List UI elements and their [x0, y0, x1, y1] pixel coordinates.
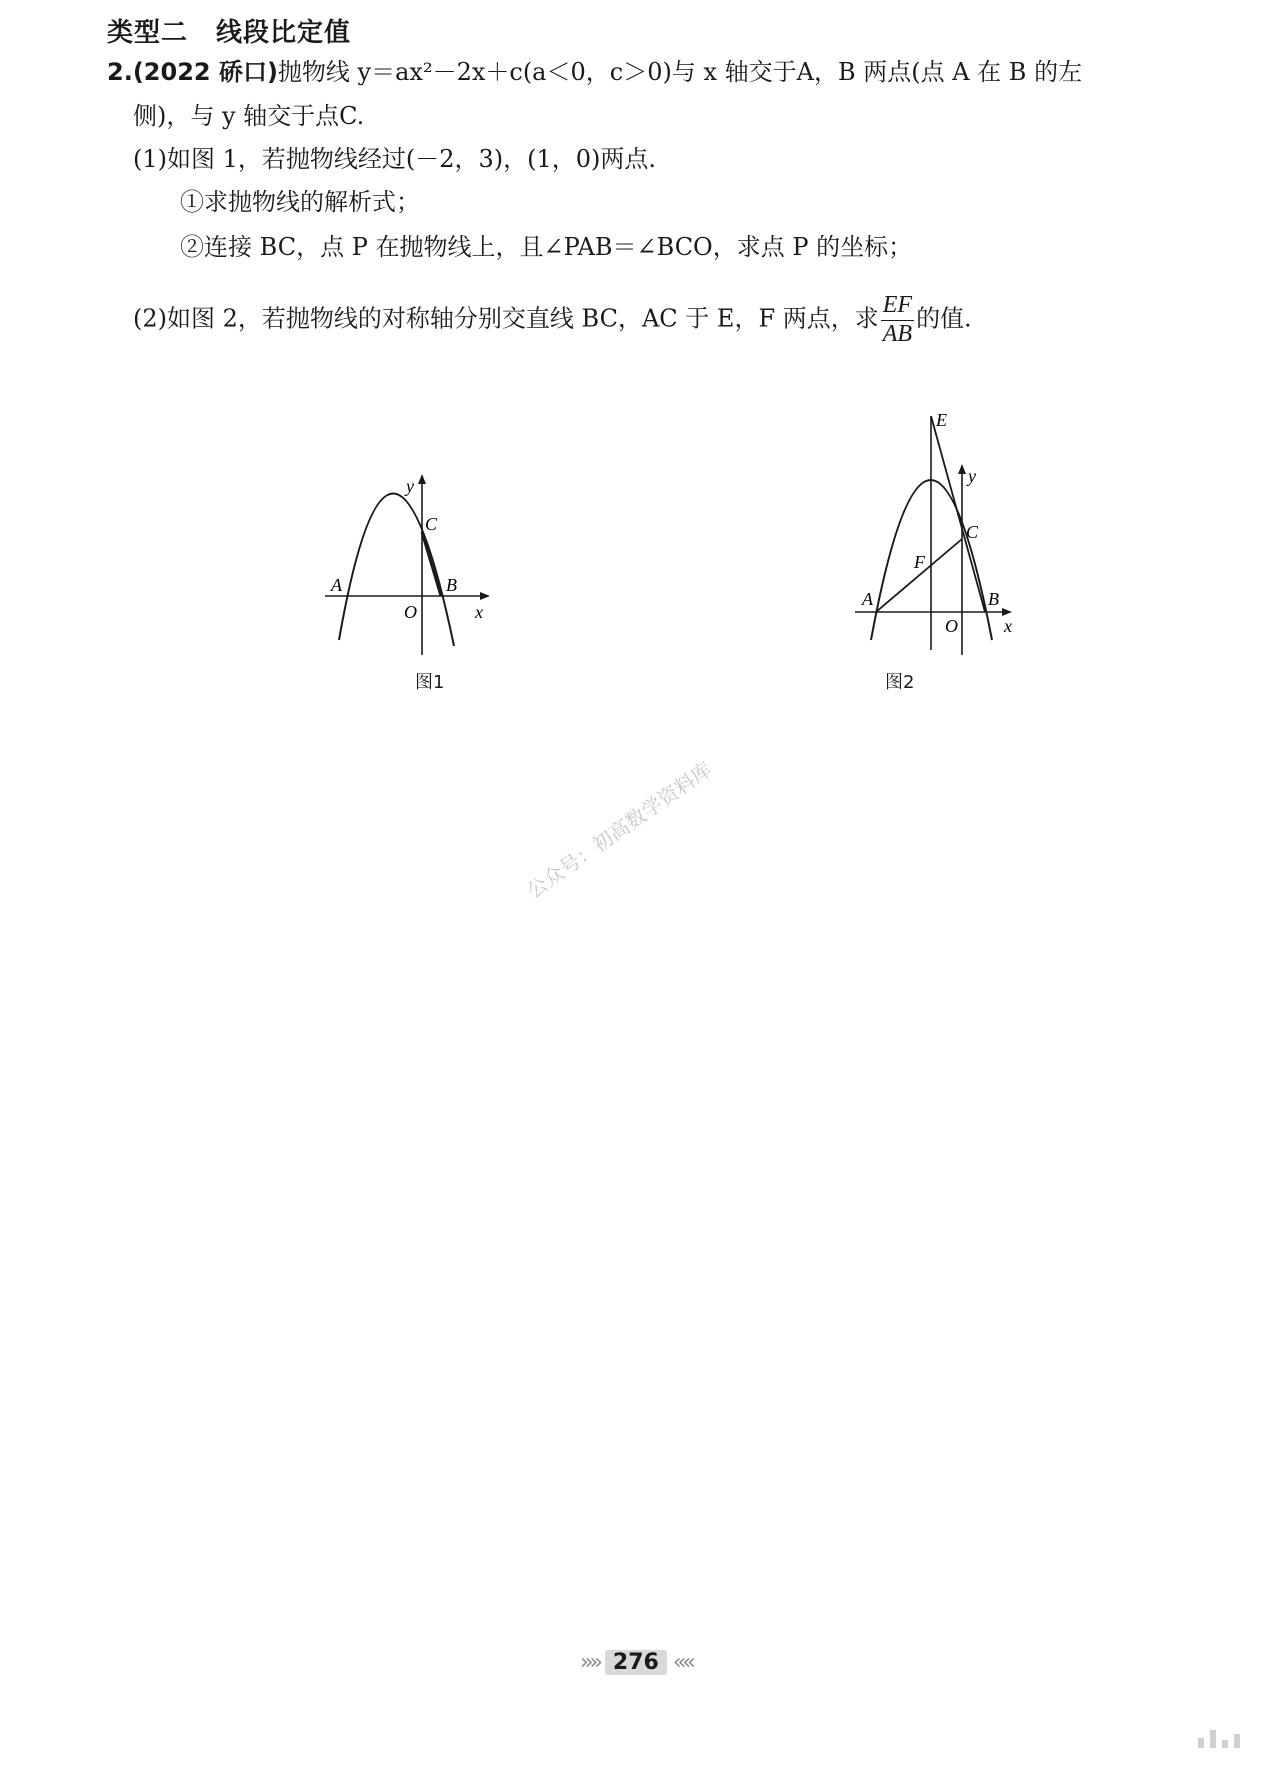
part2-text: [133, 292, 972, 348]
problem-stem-text1: 抛物线 y＝ax²－2x＋c(a＜0，c＞0)与 x 轴交于A，B 两点(点 A 在 B 的左: [277, 58, 1083, 86]
fig2-label-a: A: [862, 589, 873, 609]
page-number: 276: [605, 1650, 667, 1675]
part1-question1: ①求抛物线的解析式；: [180, 188, 420, 216]
problem-source: (2022 硚口): [132, 58, 278, 86]
part2-before: (2)如图 2，若抛物线的对称轴分别交直线 BC，AC 于 E，F 两点，求: [133, 304, 879, 333]
fig1-label-o: O: [404, 602, 417, 622]
fig2-label-y: y: [968, 466, 976, 486]
section-label: 类型二: [107, 18, 189, 48]
fig2-line-bc: [931, 416, 985, 612]
figure-2-caption: 图2: [885, 672, 915, 693]
section-title: [107, 12, 351, 49]
fig2-label-x: x: [1004, 616, 1012, 636]
fig2-label-o: O: [945, 616, 958, 636]
problem-stem-line2: 侧)，与 y 轴交于点C.: [133, 102, 365, 130]
fig1-label-x: x: [475, 602, 483, 622]
figure-2: [850, 405, 1030, 670]
part2-after: 的值.: [916, 304, 972, 333]
watermark: 公众号：初高数学资料库: [522, 757, 717, 903]
fig1-label-c: C: [425, 514, 438, 534]
part1-text: (1)如图 1，若抛物线经过(－2，3)，(1，0)两点.: [133, 145, 657, 173]
fig2-x-arrow: [1002, 608, 1012, 616]
fraction-denominator: AB: [882, 320, 913, 347]
fig1-label-b: B: [446, 575, 457, 595]
fig1-label-y: y: [406, 476, 414, 496]
fig1-segment-bc: [422, 532, 441, 596]
fig2-label-f: F: [914, 552, 925, 572]
fig2-y-arrow: [958, 464, 966, 474]
fig2-label-e: E: [936, 410, 947, 430]
figure-1: [300, 440, 520, 670]
fig1-y-arrow: [418, 474, 426, 484]
chevron-left-icon: ««: [672, 1650, 692, 1675]
section-name: 线段比定值: [216, 18, 352, 48]
problem-number: 2.: [107, 58, 133, 86]
chevron-right-icon: »»: [580, 1650, 599, 1675]
fig2-line-ac: [876, 539, 962, 612]
fig2-label-b: B: [988, 589, 999, 609]
fig1-label-a: A: [331, 575, 342, 595]
page-footer: [580, 1650, 692, 1675]
figure-1-caption: 图1: [415, 672, 445, 693]
part1-question2: ②连接 BC，点 P 在抛物线上，且∠PAB＝∠BCO，求点 P 的坐标；: [180, 233, 913, 261]
fraction-numerator: EF: [881, 292, 914, 321]
fig1-x-arrow: [480, 592, 490, 600]
fig2-label-c: C: [966, 522, 979, 542]
ratio-fraction: [881, 292, 914, 348]
scan-artifact: [1198, 1730, 1240, 1748]
problem-stem-line1: [107, 58, 1082, 87]
